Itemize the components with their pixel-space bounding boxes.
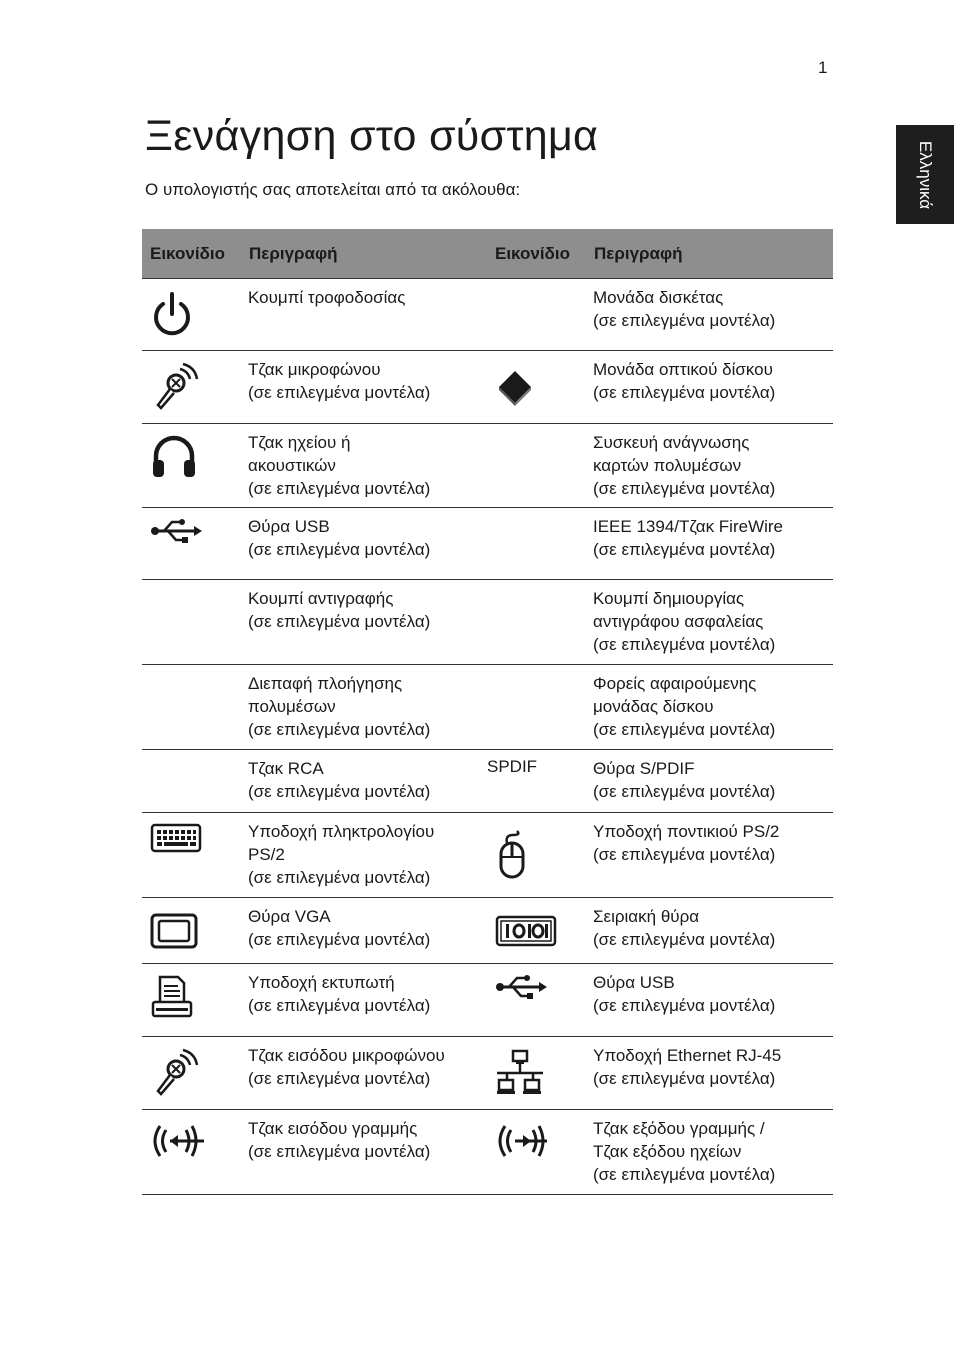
monitor-icon: [142, 898, 241, 963]
table-row: [142, 750, 833, 813]
left-description: Τζακ RCA (σε επιλεγμένα μοντέλα): [248, 759, 431, 801]
printer-icon: [142, 964, 241, 1036]
intro-text: Ο υπολογιστής σας αποτελείται από τα ακόλουθα:: [145, 180, 521, 199]
right-description: Υποδοχή Ethernet RJ-45 (σε επιλεγμένα μοντέλα): [593, 1046, 782, 1088]
right-description: Τζακ εξόδου γραμμής / Τζακ εξόδου ηχείων (σε επιλεγμένα μοντέλα): [593, 1119, 776, 1184]
keyboard-icon: [142, 813, 241, 897]
right-description: Μονάδα δισκέτας (σε επιλεγμένα μοντέλα): [593, 288, 776, 330]
header-desc-left: Περιγραφή: [249, 243, 338, 263]
left-description: Τζακ ηχείου ή ακουστικών (σε επιλεγμένα μοντέλα): [248, 433, 431, 498]
serial-port-icon: [487, 898, 586, 963]
table-row: [142, 508, 833, 580]
header-icon-left: Εικονίδιο: [150, 243, 225, 263]
page-title: Ξενάγηση στο σύστημα: [145, 112, 599, 160]
table-row: [142, 1110, 833, 1195]
left-description: Διεπαφή πλοήγησης πολυμέσων (σε επιλεγμένα μοντέλα): [248, 674, 431, 739]
table-row: [142, 279, 833, 351]
left-description: Κουμπί τροφοδοσίας: [248, 288, 406, 307]
usb-icon: [487, 964, 586, 1036]
left-description: Τζακ εισόδου γραμμής (σε επιλεγμένα μοντέλα): [248, 1119, 431, 1161]
left-description: Τζακ μικροφώνου (σε επιλεγμένα μοντέλα): [248, 360, 431, 402]
line-out-icon: [487, 1110, 586, 1194]
usb-icon: [142, 508, 241, 579]
table-row: [142, 424, 833, 508]
right-description: Φορείς αφαιρούμενης μονάδας δίσκου (σε επιλεγμένα μοντέλα): [593, 674, 776, 739]
page-number: 1: [818, 58, 828, 77]
mouse-icon: [487, 813, 586, 897]
left-empty-icon-cell: [142, 665, 241, 749]
right-description: Συσκευή ανάγνωσης καρτών πολυμέσων (σε επιλεγμένα μοντέλα): [593, 433, 776, 498]
left-description: Θύρα VGA (σε επιλεγμένα μοντέλα): [248, 907, 431, 949]
power-icon: [142, 279, 241, 350]
right-description: Κουμπί δημιουργίας αντιγράφου ασφαλείας (σε επιλεγμένα μοντέλα): [593, 589, 776, 654]
right-empty-icon-cell: [487, 508, 586, 579]
right-description: Σειριακή θύρα (σε επιλεγμένα μοντέλα): [593, 907, 776, 949]
left-description: Κουμπί αντιγραφής (σε επιλεγμένα μοντέλα): [248, 589, 431, 631]
right-empty-icon-cell: [487, 424, 586, 507]
right-description: Υποδοχή ποντικιού PS/2 (σε επιλεγμένα μοντέλα): [593, 822, 780, 864]
table-row: [142, 665, 833, 750]
table-row: [142, 351, 833, 424]
right-description: Θύρα USB (σε επιλεγμένα μοντέλα): [593, 973, 776, 1015]
line-in-icon: [142, 1110, 241, 1194]
right-description: Μονάδα οπτικού δίσκου (σε επιλεγμένα μοντέλα): [593, 360, 776, 402]
table-row: [142, 898, 833, 964]
optical-disc-icon: [487, 351, 586, 423]
header-desc-right: Περιγραφή: [594, 243, 683, 263]
table-row: [142, 580, 833, 665]
right-empty-icon-cell: [487, 580, 586, 664]
language-tab: [896, 125, 954, 224]
left-description: Υποδοχή πληκτρολογίου PS/2 (σε επιλεγμένα μοντέλα): [248, 822, 435, 887]
left-empty-icon-cell: [142, 750, 241, 812]
right-description: Θύρα S/PDIF (σε επιλεγμένα μοντέλα): [593, 759, 776, 801]
components-table: [142, 229, 833, 1195]
right-description: IEEE 1394/Τζακ FireWire (σε επιλεγμένα μοντέλα): [593, 517, 784, 559]
table-row: [142, 1037, 833, 1110]
header-icon-right: Εικονίδιο: [495, 243, 570, 263]
microphone-icon: [142, 1037, 241, 1109]
table-row: [142, 964, 833, 1037]
table-header-row: [142, 229, 833, 279]
left-description: Τζακ εισόδου μικροφώνου (σε επιλεγμένα μοντέλα): [248, 1046, 445, 1088]
microphone-icon: [142, 351, 241, 423]
left-empty-icon-cell: [142, 580, 241, 664]
language-tab-label: Ελληνικά: [916, 140, 935, 209]
left-description: Θύρα USB (σε επιλεγμένα μοντέλα): [248, 517, 431, 559]
network-icon: [487, 1037, 586, 1109]
right-empty-icon-cell: [487, 279, 586, 350]
right-empty-icon-cell: [487, 665, 586, 749]
spdif-label: SPDIF: [487, 757, 538, 776]
left-description: Υποδοχή εκτυπωτή (σε επιλεγμένα μοντέλα): [248, 973, 431, 1015]
headphones-icon: [142, 424, 241, 507]
table-row: [142, 813, 833, 898]
